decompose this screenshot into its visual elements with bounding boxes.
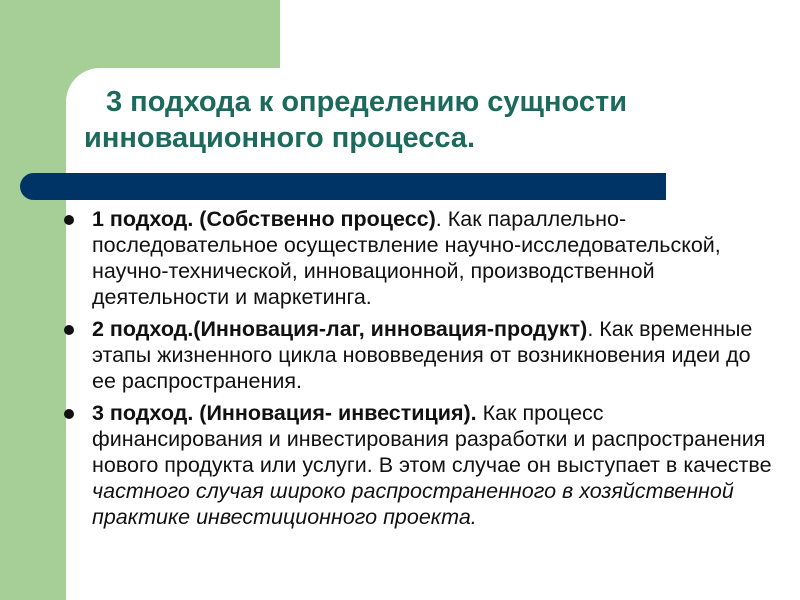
slide-title: 3 подхода к определению сущности инновационного процесса. — [84, 86, 628, 154]
bullet-dot-icon — [64, 215, 74, 225]
decorative-green-strip — [0, 0, 66, 600]
bullet-heading: 2 подход.(Инновация-лаг, инновация-продукт) — [92, 317, 588, 341]
bullet-heading: 1 подход. (Собственно процесс) — [92, 207, 436, 231]
bullet-dot-icon — [64, 325, 74, 335]
bullet-item-3 — [60, 400, 780, 530]
bullet-list — [60, 206, 780, 536]
bullet-heading: 3 подход. (Инновация- инвестиция). — [92, 401, 477, 425]
bullet-text: . Как временные этапы жизненного цикла нововведения от возникновения идеи до ее распространения. — [92, 317, 753, 393]
bullet-italic-text: частного случая широко распространенного в хозяйственной практике инвестиционного проекта. — [92, 479, 734, 529]
title-underline-bar — [20, 173, 666, 200]
bullet-dot-icon — [64, 409, 74, 419]
bullet-text: . Как параллельно-последовательное осуществление научно-исследовательской, научно-технической, инновационной, производственной деятельности и маркетинга. — [92, 207, 721, 309]
bullet-text: Как процесс финансирования и инвестирования разработки и распространения нового продукта или услуги. В этом случае он выступает в качестве — [92, 401, 772, 477]
bullet-item-1 — [60, 206, 780, 310]
bullet-item-2 — [60, 316, 780, 394]
